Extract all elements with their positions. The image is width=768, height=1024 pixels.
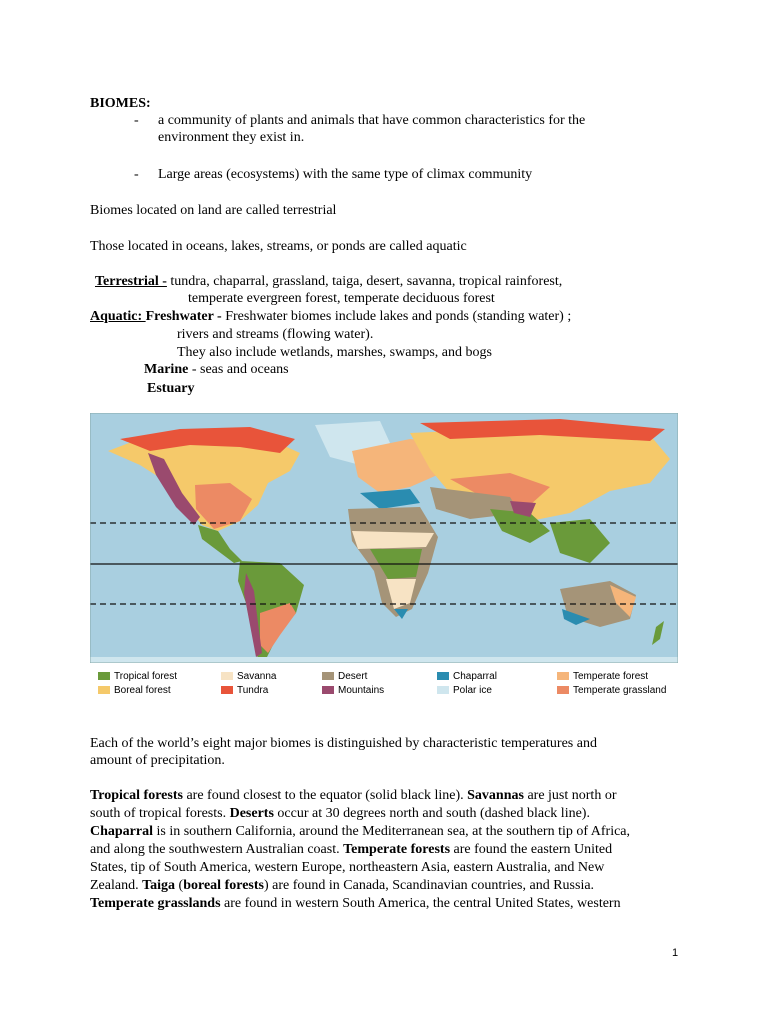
body-line: south of tropical forests. Deserts occur at 30 degrees north and south (dashed black line).: [90, 806, 590, 821]
legend-swatch: [557, 672, 569, 680]
aquatic-label: Aquatic:: [90, 309, 146, 324]
legend-item: Tropical forest: [98, 671, 177, 683]
freshwater-line-2: rivers and streams (flowing water).: [177, 327, 374, 342]
legend-swatch: [437, 686, 449, 694]
legend-swatch: [98, 672, 110, 680]
estuary-label: Estuary: [147, 381, 195, 396]
legend-item: Temperate forest: [557, 671, 648, 683]
legend-swatch: [221, 672, 233, 680]
freshwater-label: Freshwater -: [145, 309, 222, 324]
aquatic-sentence: Those located in oceans, lakes, streams, or ponds are called aquatic: [90, 239, 467, 254]
legend-item: Boreal forest: [98, 685, 171, 697]
page-title: BIOMES:: [90, 96, 151, 111]
freshwater-line-3: They also include wetlands, marshes, swamps, and bogs: [177, 345, 492, 360]
terrestrial-line-2: temperate evergreen forest, temperate deciduous forest: [188, 291, 495, 306]
bullet-dash: -: [134, 167, 139, 182]
definition-line: environment they exist in.: [158, 130, 305, 145]
marine-label: Marine: [144, 362, 189, 377]
legend-swatch: [557, 686, 569, 694]
intro-line: amount of precipitation.: [90, 753, 225, 768]
legend-item: Desert: [322, 671, 367, 683]
legend-swatch: [322, 672, 334, 680]
body-line: States, tip of South America, western Europe, northeastern Asia, eastern Australia, and New: [90, 860, 605, 875]
terrestrial-sentence: Biomes located on land are called terrestrial: [90, 203, 337, 218]
page-number: 1: [672, 947, 679, 959]
legend-item: Mountains: [322, 685, 384, 697]
antarctica: [90, 657, 678, 663]
aquatic-line: Aquatic: Freshwater - Freshwater biomes include lakes and ponds (standing water) ;: [90, 309, 572, 324]
legend-swatch: [437, 672, 449, 680]
terrestrial-line: Terrestrial - tundra, chaparral, grassland, taiga, desert, savanna, tropical rainforest,: [95, 274, 563, 289]
legend-item: Chaparral: [437, 671, 497, 683]
legend-item: Savanna: [221, 671, 276, 683]
body-line: Tropical forests are found closest to the equator (solid black line). Savannas are just north or: [90, 788, 617, 803]
africa-savanna: [352, 531, 434, 549]
terrestrial-label: Terrestrial -: [95, 274, 167, 289]
intro-line: Each of the world’s eight major biomes is distinguished by characteristic temperatures and: [90, 736, 597, 751]
legend-swatch: [98, 686, 110, 694]
body-line: Zealand. Taiga (boreal forests) are found in Canada, Scandinavian countries, and Russia.: [90, 878, 595, 893]
biome-map: [90, 413, 678, 663]
definition-line: a community of plants and animals that have common characteristics for the: [158, 113, 586, 128]
legend-item: Temperate grassland: [557, 685, 666, 697]
legend-item: Polar ice: [437, 685, 492, 697]
biome-map-image: [90, 413, 678, 663]
legend-swatch: [322, 686, 334, 694]
body-line: and along the southwestern Australian coast. Temperate forests are found the eastern United: [90, 842, 613, 857]
legend-item: Tundra: [221, 685, 268, 697]
body-line: Chaparral is in southern California, around the Mediterranean sea, at the southern tip of Africa,: [90, 824, 631, 839]
definition-line: Large areas (ecosystems) with the same type of climax community: [158, 167, 533, 182]
bullet-dash: -: [134, 113, 139, 128]
body-line: Temperate grasslands are found in western South America, the central United States, western: [90, 896, 621, 911]
marine-line: Marine - seas and oceans: [144, 362, 289, 377]
legend-swatch: [221, 686, 233, 694]
